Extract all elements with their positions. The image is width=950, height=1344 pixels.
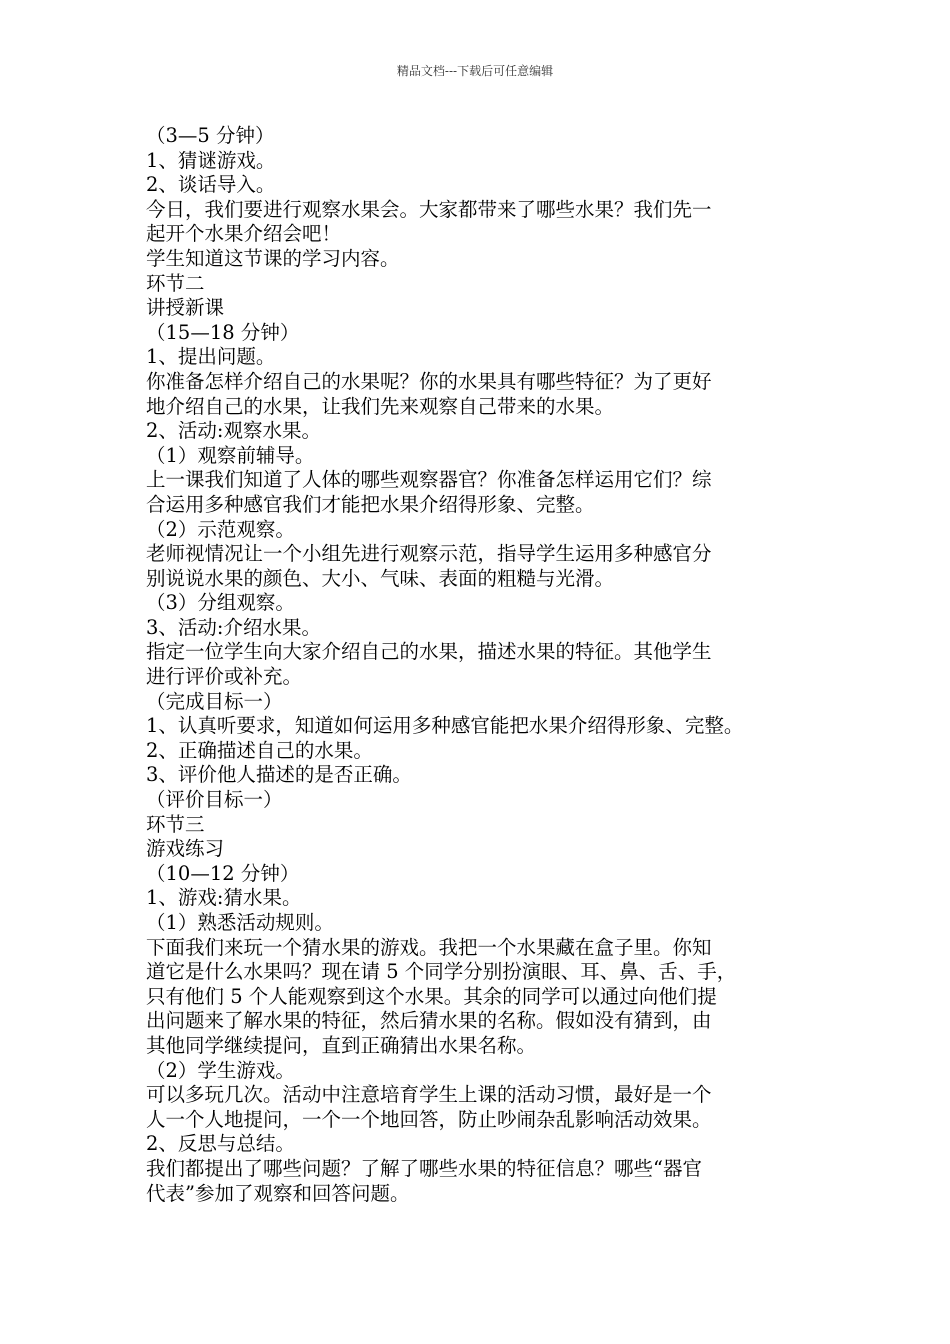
text-line: （3—5 分钟） (146, 124, 275, 147)
text-line: 出问题来了解水果的特征，然后猜水果的名称。假如没有猜到，由 (146, 1009, 712, 1033)
text-line: 人一个人地提问，一个一个地回答，防止吵闹杂乱影响活动效果。 (146, 1107, 712, 1131)
text-line: 老师视情况让一个小组先进行观察示范，指导学生运用多种感官分 (146, 542, 712, 566)
text-line: 可以多玩几次。活动中注意培育学生上课的活动习惯，最好是一个 (146, 1083, 712, 1107)
text-line: 1、猜谜游戏。 (146, 148, 276, 172)
text-line: （2）示范观察。 (146, 517, 295, 541)
text-line: 2、谈话导入。 (146, 173, 276, 197)
text-line: 别说说水果的颜色、大小、气味、表面的粗糙与光滑。 (146, 566, 615, 590)
text-line: （2）学生游戏。 (146, 1058, 295, 1082)
section-title: 讲授新课 (146, 296, 225, 320)
text-line: 合运用多种感官我们才能把水果介绍得形象、完整。 (146, 492, 595, 516)
text-line: （3）分组观察。 (146, 591, 295, 615)
text-line: 今日，我们要进行观察水果会。大家都带来了哪些水果？我们先一 (146, 197, 712, 221)
text-line: 起开个水果介绍会吧！ (146, 222, 342, 246)
page-header: 精品文档---下载后可任意编辑 (396, 64, 554, 78)
text-line: 1、提出问题。 (146, 345, 276, 369)
text-line: 1、认真听要求，知道如何运用多种感官能把水果介绍得形象、完整。 (146, 714, 744, 738)
text-line: （10—12 分钟） (146, 861, 300, 885)
text-line: 我们都提出了哪些问题？了解了哪些水果的特征信息？哪些“器官 (146, 1156, 702, 1180)
text-line: 2、活动:观察水果。 (146, 419, 321, 443)
text-line: 下面我们来玩一个猜水果的游戏。我把一个水果藏在盒子里。你知 (146, 935, 712, 959)
text-line: 3、活动:介绍水果。 (146, 615, 321, 639)
text-line: 上一课我们知道了人体的哪些观察器官？你准备怎样运用它们？综 (146, 468, 712, 492)
text-line: 3、评价他人描述的是否正确。 (146, 763, 412, 787)
text-line: 1、游戏:猜水果。 (146, 886, 302, 910)
text-line: 进行评价或补充。 (146, 665, 303, 689)
text-line: 道它是什么水果吗？现在请 5 个同学分别扮演眼、耳、鼻、舌、手， (146, 960, 737, 984)
text-line: （评价目标一） (146, 788, 283, 812)
text-line: （完成目标一） (146, 689, 283, 713)
text-line: 代表”参加了观察和回答问题。 (146, 1181, 410, 1205)
section-title: 游戏练习 (146, 837, 225, 861)
text-line: （1）熟悉活动规则。 (146, 911, 334, 934)
text-line: 2、反思与总结。 (146, 1132, 295, 1156)
text-line: 地介绍自己的水果，让我们先来观察自己带来的水果。 (146, 394, 615, 418)
section-heading: 环节三 (146, 812, 205, 836)
text-line: （1）观察前辅导。 (146, 443, 315, 467)
text-line: 2、正确描述自己的水果。 (146, 738, 373, 762)
document-body (146, 124, 826, 1206)
text-line: 指定一位学生向大家介绍自己的水果，描述水果的特征。其他学生 (146, 640, 712, 664)
text-line: 只有他们 5 个人能观察到这个水果。其余的同学可以通过向他们提 (146, 984, 717, 1008)
text-line: （15—18 分钟） (146, 320, 300, 344)
text-line: 你准备怎样介绍自己的水果呢？你的水果具有哪些特征？为了更好 (146, 369, 712, 393)
section-heading: 环节二 (146, 271, 205, 295)
text-line: 其他同学继续提问，直到正确猜出水果名称。 (146, 1033, 537, 1057)
text-line: 学生知道这节课的学习内容。 (146, 246, 400, 270)
